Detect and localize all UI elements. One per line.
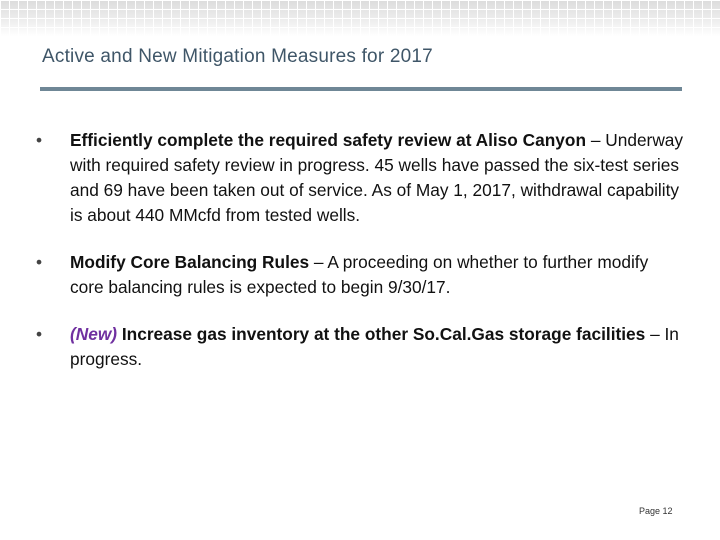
bullet-icon: •	[36, 130, 43, 150]
new-tag: (New)	[70, 324, 118, 344]
slide-title: Active and New Mitigation Measures for 2017	[42, 46, 433, 67]
bullet-icon: •	[36, 324, 43, 344]
bullet-heading: Efficiently complete the required safety review at Aliso Canyon	[70, 130, 587, 150]
bullet-heading: Modify Core Balancing Rules	[70, 252, 310, 272]
decorative-tile-band	[0, 0, 720, 36]
bullet-heading: Increase gas inventory at the other So.Cal.Gas storage facilities	[117, 324, 646, 344]
bullet-icon: •	[36, 252, 43, 272]
bullet-text: – Underway with required safety review in progress. 45 wells have passed the six-test series and 69 have been taken out of service. As of May 1, 2017, withdrawal capability is about 440 MMcfd from tested wells.	[70, 130, 684, 225]
bullet-item-aliso-canyon	[36, 128, 686, 228]
page-number: Page 12	[639, 506, 673, 516]
bullet-list	[36, 128, 686, 394]
bullet-text: – In progress.	[70, 324, 679, 369]
bullet-item-gas-inventory	[36, 322, 686, 372]
title-divider	[40, 87, 682, 91]
bullet-item-core-balancing	[36, 250, 686, 300]
bullet-text: – A proceeding on whether to further modify core balancing rules is expected to begin 9/30/17.	[70, 252, 649, 297]
